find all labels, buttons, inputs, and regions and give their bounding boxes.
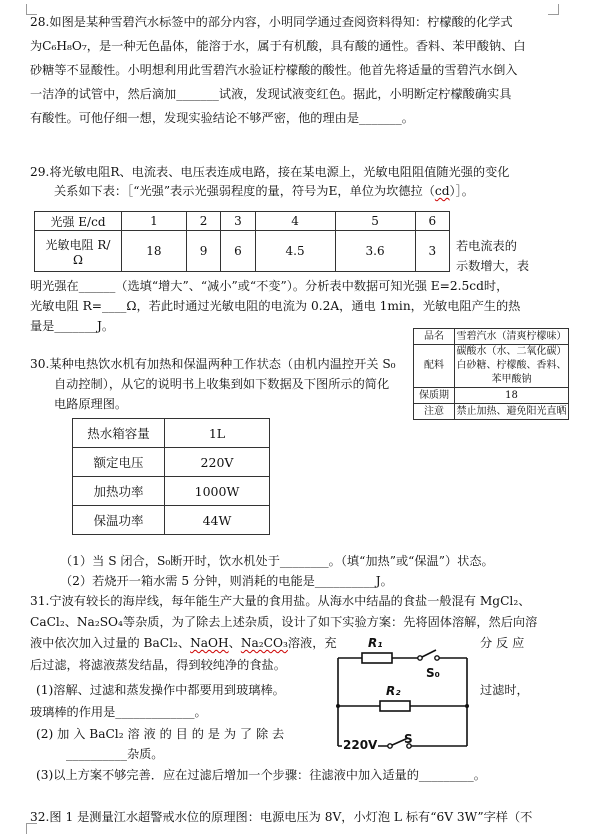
label-s0: S₀ bbox=[426, 666, 440, 680]
r-value: 3.6 bbox=[335, 231, 415, 272]
q31-line-9: (3)以上方案不够完善．应在过滤后增加一个步骤：往滤液中加入适量的_________。 bbox=[36, 768, 486, 782]
q30-sub-1: （1）当 S 闭合，S₀断开时，饮水机处于________。（填“加热”或“保温”）状态。 bbox=[60, 554, 494, 568]
e-value: 3 bbox=[221, 212, 255, 231]
label-s: S bbox=[404, 732, 413, 746]
table-header-light: 光强 E/cd bbox=[35, 212, 122, 231]
naoh-formula: NaOH bbox=[190, 636, 229, 650]
spec-key: 加热功率 bbox=[73, 477, 165, 506]
q30-line-2: 自动控制），从它的说明书上收集到如下数据及下图所示的简化 bbox=[54, 377, 390, 391]
spec-value: 44W bbox=[165, 506, 270, 535]
label-220v: 220V bbox=[343, 738, 378, 752]
label-value-ingredients: 碳酸水（水、二氧化碳） 白砂糖、柠檬酸、香料、 苯甲酸钠 bbox=[455, 345, 569, 388]
label-key: 保质期 bbox=[414, 388, 455, 404]
label-value: 禁止加热、避免阳光直晒 bbox=[455, 404, 569, 420]
q31-line-3-right: 分 反 应 bbox=[480, 636, 525, 650]
table-header-resistance: 光敏电阻 R/ Ω bbox=[35, 231, 122, 272]
q29-line-5: 光敏电阻 R=____Ω，若此时通过光敏电阻的电流为 0.2A，通电 1min，光敏电阻产生的热 bbox=[30, 299, 521, 313]
q31-line-1: 31.宁波有较长的海岸线，每年能生产大量的食用盐。从海水中结晶的食盐一般混有 MgCl₂、 bbox=[30, 594, 531, 608]
na2co3-formula: Na₂CO₃ bbox=[240, 636, 288, 650]
r-value: 9 bbox=[186, 231, 220, 272]
q29-line-6: 量是_______J。 bbox=[30, 319, 115, 333]
q32-line-1: 32.图 1 是测量江水超警戒水位的原理图：电源电压为 8V，小灯泡 L 标有“6V 3W”字样（不 bbox=[30, 810, 533, 824]
label-key: 注意 bbox=[414, 404, 455, 420]
q31-line-5: (1)溶解、过滤和蒸发操作中都要用到玻璃棒。 bbox=[36, 683, 285, 697]
r-value: 3 bbox=[415, 231, 449, 272]
r-value: 6 bbox=[221, 231, 255, 272]
q28-line-1: 28.如图是某种雪碧汽水标签中的部分内容，小明同学通过查阅资料得知：柠檬酸的化学式 bbox=[30, 15, 513, 29]
light-resistance-table bbox=[34, 211, 450, 272]
q30-sub-2: （2）若烧开一箱水需 5 分钟，则消耗的电能是__________J。 bbox=[60, 574, 393, 588]
unit-cd: cd bbox=[434, 184, 450, 198]
label-r2: R₂ bbox=[386, 684, 401, 698]
e-value: 5 bbox=[335, 212, 415, 231]
q29-line-2: 关系如下表：［“光强”表示光强弱程度的量，符号为E，单位为坎德拉（cd）］。 bbox=[54, 184, 474, 198]
circuit-diagram bbox=[318, 636, 478, 764]
q29-side-2: 示数增大，表 bbox=[456, 259, 530, 273]
q31-line-6: 玻璃棒的作用是_____________。 bbox=[30, 705, 207, 719]
spec-value: 220V bbox=[165, 448, 270, 477]
soda-label-table bbox=[413, 328, 569, 420]
resistor-r1 bbox=[362, 653, 392, 663]
q31-line-7: (2) 加 入 BaCl₂ 溶 液 的 目 的 是 为 了 除 去 bbox=[36, 727, 285, 741]
spec-value: 1L bbox=[165, 419, 270, 448]
label-value: 雪碧汽水（清爽柠檬味） bbox=[455, 329, 569, 345]
q30-line-1: 30.某种电热饮水机有加热和保温两种工作状态（由机内温控开关 S₀ bbox=[30, 357, 396, 371]
label-r1: R₁ bbox=[368, 636, 383, 650]
r-value: 18 bbox=[122, 231, 187, 272]
q31-line-5-right: 过滤时， bbox=[480, 683, 529, 697]
e-value: 6 bbox=[415, 212, 449, 231]
q28-line-3: 砂糖等不显酸性。小明想利用此雪碧汽水验证柠檬酸的酸性。他首先将适量的雪碧汽水倒入 bbox=[30, 63, 518, 77]
q30-line-3: 电路原理图。 bbox=[54, 397, 128, 411]
label-value: 18 bbox=[455, 388, 569, 404]
corner-mark-tr bbox=[548, 4, 559, 15]
spec-value: 1000W bbox=[165, 477, 270, 506]
resistor-r2 bbox=[380, 701, 410, 711]
label-key: 品名 bbox=[414, 329, 455, 345]
q29-line-1: 29.将光敏电阻R、电流表、电压表连成电路，接在某电源上，光敏电阻阻值随光强的变化 bbox=[30, 165, 510, 179]
q28-line-4: 一洁净的试管中，然后滴加_______试液，发现试液变红色。据此，小明断定柠檬酸确实具 bbox=[30, 87, 512, 101]
spec-key: 保温功率 bbox=[73, 506, 165, 535]
q31-line-4: 后过滤，将滤液蒸发结晶，得到较纯净的食盐。 bbox=[30, 658, 286, 672]
q31-line-3: 液中依次加入过量的 BaCl₂、NaOH、Na₂CO₃溶液，充 bbox=[30, 636, 337, 650]
r-value: 4.5 bbox=[255, 231, 335, 272]
e-value: 1 bbox=[122, 212, 187, 231]
q31-line-8: __________杂质。 bbox=[66, 747, 164, 761]
label-key: 配料 bbox=[414, 345, 455, 388]
q28-line-5: 有酸性。可他仔细一想，发现实验结论不够严密，他的理由是_______。 bbox=[30, 111, 414, 125]
water-dispenser-table bbox=[72, 418, 270, 535]
e-value: 4 bbox=[255, 212, 335, 231]
spec-key: 额定电压 bbox=[73, 448, 165, 477]
q29-side-1: 若电流表的 bbox=[456, 239, 517, 253]
q31-line-2: CaCl₂、Na₂SO₄等杂质，为了除去上述杂质，设计了如下实验方案：先将固体溶解，然后向溶 bbox=[30, 615, 538, 629]
spec-key: 热水箱容量 bbox=[73, 419, 165, 448]
q28-line-2: 为C₆H₈O₇，是一种无色晶体，能溶于水，属于有机酸，具有酸的通性。香料、苯甲酸钠、白 bbox=[30, 39, 526, 53]
e-value: 2 bbox=[186, 212, 220, 231]
q29-line-4: 明光强在______（选填“增大”、“减小”或“不变”）。分析表中数据可知光强 E=2.5cd时， bbox=[30, 279, 509, 293]
